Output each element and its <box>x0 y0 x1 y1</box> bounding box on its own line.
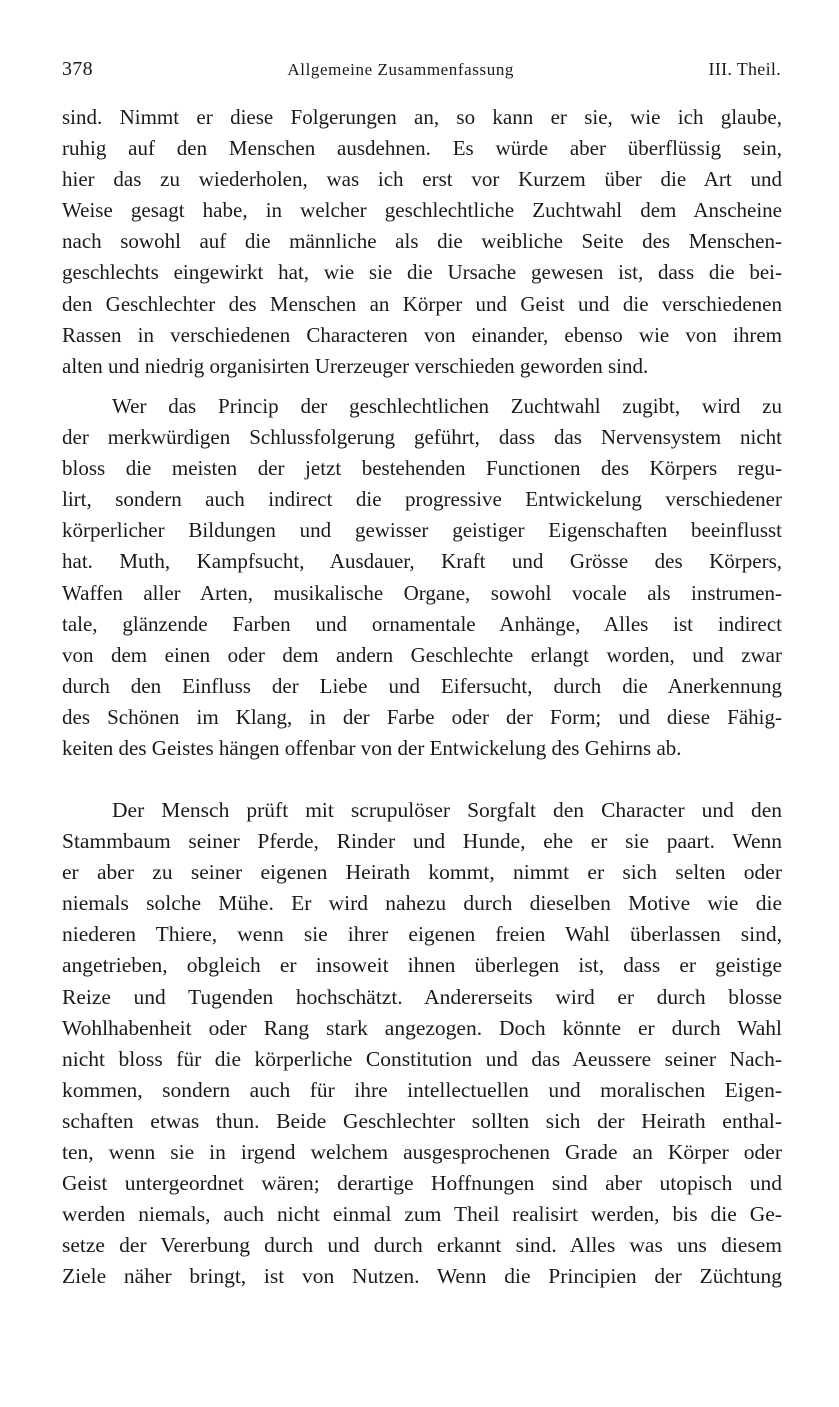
text-line: setze der Vererbung durch und durch erkannt sind. Alles was uns diesem <box>62 1233 782 1258</box>
page-number: 378 <box>62 58 93 80</box>
paragraph-3 <box>62 795 782 1293</box>
text-line: körperlicher Bildungen und gewisser geistiger Eigenschaften beeinflusst <box>62 518 782 543</box>
text-line: den Geschlechter des Menschen an Körper und Geist und die verschiedenen <box>62 291 782 316</box>
text-line: lirt, sondern auch indirect die progressive Entwickelung verschiedener <box>62 487 782 512</box>
paragraph-2 <box>62 391 782 764</box>
text-line: Stammbaum seiner Pferde, Rinder und Hunde, ehe er sie paart. Wenn <box>62 829 782 854</box>
text-line: Wohlhabenheit oder Rang stark angezogen. Doch könnte er durch Wahl <box>62 1015 782 1040</box>
text-line: ten, wenn sie in irgend welchem ausgesprochenen Grade an Körper oder <box>62 1140 782 1165</box>
text-line: werden niemals, auch nicht einmal zum Theil realisirt werden, bis die Ge- <box>62 1202 782 1227</box>
text-line: er aber zu seiner eigenen Heirath kommt, nimmt er sich selten oder <box>62 860 782 885</box>
text-line: niemals solche Mühe. Er wird nahezu durch dieselben Motive wie die <box>62 891 782 916</box>
text-line: tale, glänzende Farben und ornamentale Anhänge, Alles ist indirect <box>62 611 782 636</box>
text-line: keiten des Geistes hängen offenbar von der Entwickelung des Gehirns ab. <box>62 736 682 761</box>
text-line: nach sowohl auf die männliche als die weibliche Seite des Menschen- <box>62 229 782 254</box>
text-line: von dem einen oder dem andern Geschlechte erlangt worden, und zwar <box>62 642 782 667</box>
text-line: alten und niedrig organisirten Urerzeuger verschieden geworden sind. <box>62 353 649 378</box>
text-line: Rassen in verschiedenen Characteren von einander, ebenso wie von ihrem <box>62 322 782 347</box>
text-line: hat. Muth, Kampfsucht, Ausdauer, Kraft und Grösse des Körpers, <box>62 549 782 574</box>
text-line: sind. Nimmt er diese Folgerungen an, so kann er sie, wie ich glaube, <box>62 105 782 129</box>
text-line: bloss die meisten der jetzt bestehenden Functionen des Körpers regu- <box>62 456 782 481</box>
text-line: hier das zu wiederholen, was ich erst vor Kurzem über die Art und <box>62 167 782 192</box>
text-line: ruhig auf den Menschen ausdehnen. Es würde aber überflüssig sein, <box>62 136 782 161</box>
text-line: Ziele näher bringt, ist von Nutzen. Wenn die Principien der Züchtung <box>62 1264 782 1289</box>
text-line: geschlechts eingewirkt hat, wie sie die Ursache gewesen ist, dass die bei- <box>62 260 782 285</box>
paragraph-1 <box>62 102 782 382</box>
page-header <box>62 58 781 86</box>
text-line: Waffen aller Arten, musikalische Organe, sowohl vocale als instrumen- <box>62 580 782 605</box>
part-label: III. Theil. <box>708 59 781 79</box>
text-line: der merkwürdigen Schlussfolgerung geführt, dass das Nervensystem nicht <box>62 425 782 450</box>
text-line: Geist untergeordnet wären; derartige Hoffnungen sind aber utopisch und <box>62 1171 782 1196</box>
text-line: Wer das Princip der geschlechtlichen Zuchtwahl zugibt, wird zu <box>112 394 782 418</box>
text-line: kommen, sondern auch für ihre intellectuellen und moralischen Eigen- <box>62 1077 782 1102</box>
text-line: nicht bloss für die körperliche Constitution und das Aeussere seiner Nach- <box>62 1046 782 1071</box>
running-title: Allgemeine Zusammenfassung <box>287 60 515 79</box>
text-line: Weise gesagt habe, in welcher geschlechtliche Zuchtwahl dem Anscheine <box>62 198 782 223</box>
text-line: schaften etwas thun. Beide Geschlechter sollten sich der Heirath enthal- <box>62 1108 782 1133</box>
text-line: angetrieben, obgleich er insoweit ihnen überlegen ist, dass er geistige <box>62 953 782 978</box>
text-line: Der Mensch prüft mit scrupulöser Sorgfalt den Character und den <box>112 798 782 822</box>
text-line: niederen Thiere, wenn sie ihrer eigenen freien Wahl überlassen sind, <box>62 922 782 947</box>
text-line: durch den Einfluss der Liebe und Eifersucht, durch die Anerkennung <box>62 673 782 698</box>
text-line: des Schönen im Klang, in der Farbe oder der Form; und diese Fähig- <box>62 704 782 729</box>
text-line: Reize und Tugenden hochschätzt. Andererseits wird er durch blosse <box>62 984 782 1009</box>
